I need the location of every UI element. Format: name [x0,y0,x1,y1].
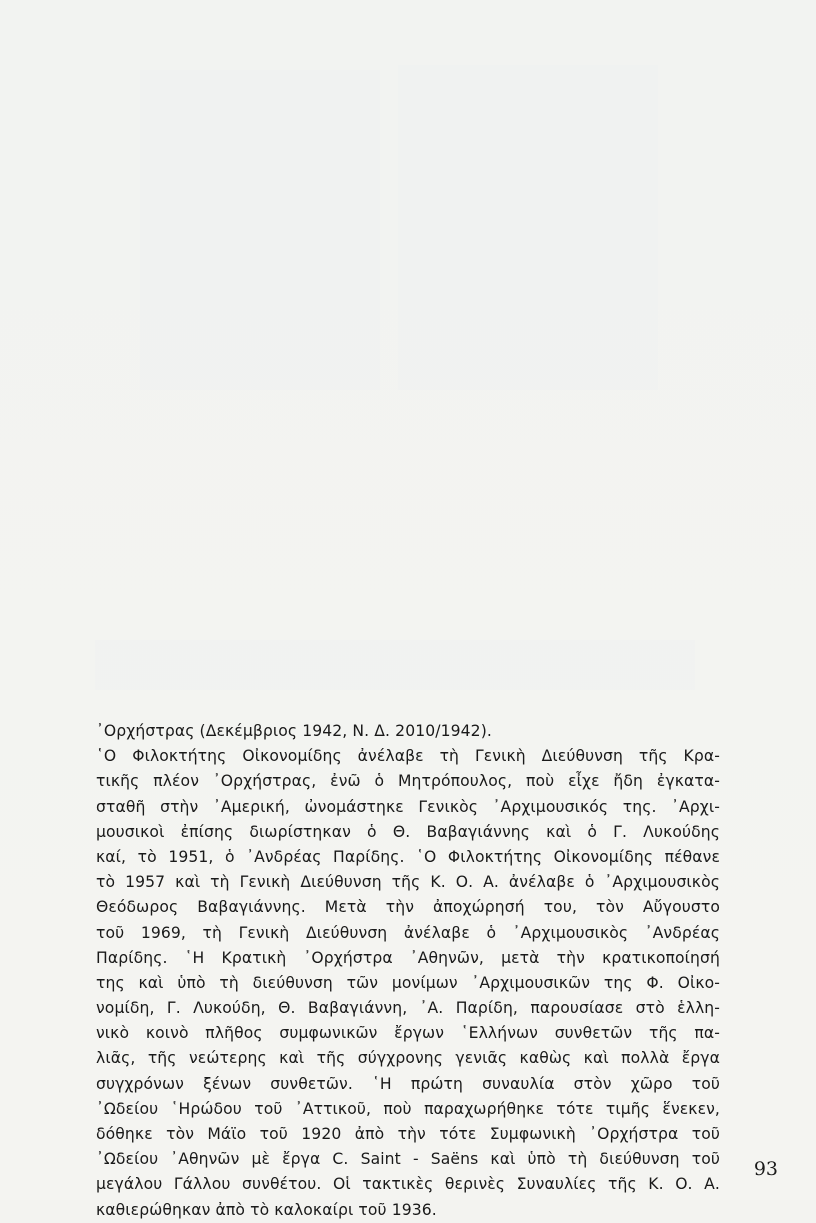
text-line: ᾿Ορχήστρας (Δεκέμβριος 1942, Ν. Δ. 2010/1942). [96,722,492,740]
text-line: νομίδη, Γ. Λυκούδη, Θ. Βαβαγιάννη, ᾿Α. Παρίδη, παρουσίασε στὸ ἑλλη- [96,999,720,1018]
text-line: τὸ 1957 καὶ τὴ Γενικὴ Διεύθυνση τῆς Κ. Ο. Α. ἀνέλαβε ὁ ᾿Αρχιμουσικὸς [96,873,720,892]
page-number: 93 [753,1158,778,1180]
show-through-image-right [398,65,658,390]
text-line: τοῦ 1969, τὴ Γενικὴ Διεύθυνση ἀνέλαβε ὁ ᾿Αρχιμουσικὸς ᾿Ανδρέας [96,923,720,942]
text-line: της καὶ ὑπὸ τὴ διεύθυνση τῶν μονίμων ᾿Αρχιμουσικῶν της Φ. Οἰκο- [96,973,720,992]
text-line: Θεόδωρος Βαβαγιάννης. Μετὰ τὴν ἀποχώρησή του, τὸν Αὔγουστο [96,898,720,917]
text-line: ᾿Ωδείου ῾Ηρώδου τοῦ ᾿Αττικοῦ, ποὺ παραχωρήθηκε τότε τιμῆς ἕνεκεν, [96,1099,720,1118]
body-paragraph [96,719,720,1223]
text-line: ᾿Ωδείου ᾿Αθηνῶν μὲ ἔργα C. Saint - Saëns καὶ ὑπὸ τὴ διεύθυνση τοῦ [96,1150,720,1169]
show-through-image-left [140,70,380,390]
text-line: νικὸ κοινὸ πλῆθος συμφωνικῶν ἔργων ῾Ελλήνων συνθετῶν τῆς πα- [96,1024,720,1043]
text-line: καθιερώθηκαν ἀπὸ τὸ καλοκαίρι τοῦ 1936. [96,1200,437,1219]
text-line: συγχρόνων ξένων συνθετῶν. ῾Η πρώτη συναυλία στὸν χῶρο τοῦ [96,1074,720,1093]
text-line: δόθηκε τὸν Μάϊο τοῦ 1920 ἀπὸ τὴν τότε Συμφωνικὴ ᾿Ορχήστρα τοῦ [96,1125,720,1143]
text-line: ῾Ο Φιλοκτήτης Οἰκονομίδης ἀνέλαβε τὴ Γενικὴ Διεύθυνση τῆς Κρα- [96,747,720,766]
text-line: λιᾶς, τῆς νεώτερης καὶ τῆς σύγχρονης γενιᾶς καθὼς καὶ πολλὰ ἔργα [96,1049,720,1068]
text-line: σταθῆ στὴν ᾿Αμερική, ὠνομάστηκε Γενικὸς ᾿Αρχιμουσικός της. ᾿Αρχι- [96,797,720,816]
text-line: τικῆς πλέον ᾿Ορχήστρας, ἐνῶ ὁ Μητρόπουλος, ποὺ εἶχε ἤδη ἐγκατα- [96,772,720,791]
text-line: μεγάλου Γάλλου συνθέτου. Οἱ τακτικὲς θερινὲς Συναυλίες τῆς Κ. Ο. Α. [96,1175,720,1194]
show-through-text-band [95,640,695,690]
text-line: Παρίδης. ῾Η Κρατικὴ ᾿Ορχήστρα ᾿Αθηνῶν, μετὰ τὴν κρατικοποίησή [96,948,720,967]
text-line: μουσικοὶ ἐπίσης διωρίστηκαν ὁ Θ. Βαβαγιάννης καὶ ὁ Γ. Λυκούδης [96,822,720,841]
text-line: καί, τὸ 1951, ὁ ᾿Ανδρέας Παρίδης. ῾Ο Φιλοκτήτης Οἰκονομίδης πέθανε [96,847,720,866]
